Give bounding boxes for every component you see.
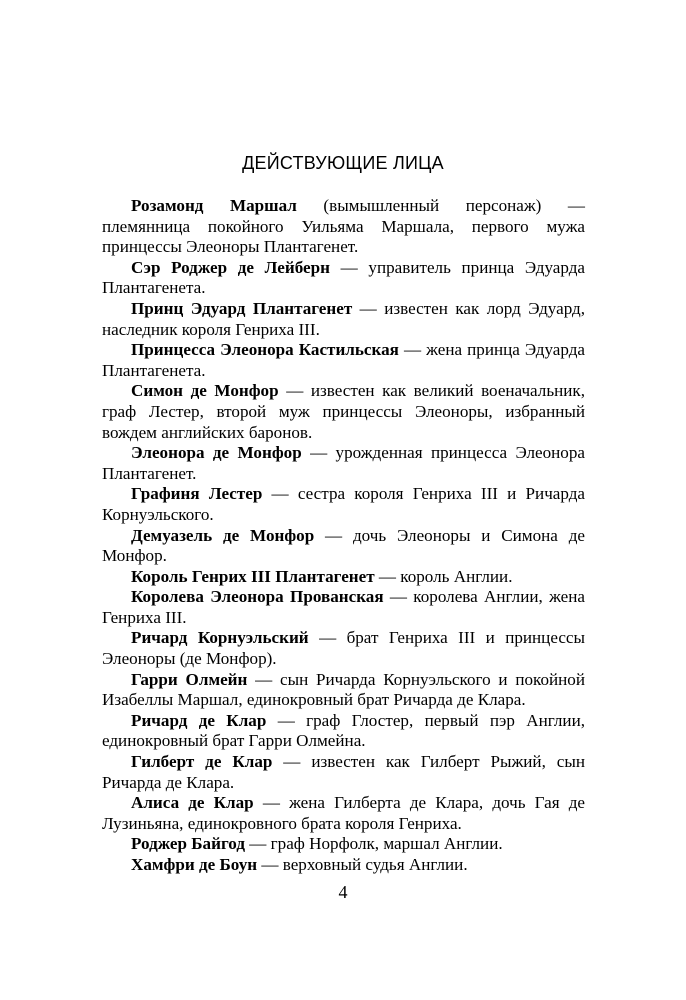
character-description: — известен как Гилберт Рыжий, сын Ричарда де Клара.: [102, 752, 585, 792]
character-entry: [102, 258, 585, 299]
character-description: — брат Генриха III и принцессы Элеоноры (де Монфор).: [102, 628, 586, 669]
page-number: 4: [338, 882, 348, 902]
character-description: — граф Глостер, первый пэр Англии, единокровный брат Гарри Олмейна.: [102, 710, 585, 751]
character-list: [102, 196, 585, 876]
character-description: — известен как великий военачальник, граф Лестер, второй муж принцессы Элеоноры, избранный вождем английских баронов.: [102, 381, 585, 442]
character-entry: [102, 855, 585, 876]
page-heading: ДЕЙСТВУЮЩИЕ ЛИЦА: [242, 153, 444, 173]
character-name: Алиса де Клар: [131, 793, 254, 813]
character-description: — сестра короля Генриха III и Ричарда Корнуэльского.: [102, 484, 585, 524]
character-entry: [102, 567, 585, 588]
character-description: — управитель принца Эдуарда Плантагенета.: [102, 257, 585, 298]
character-name: Гарри Олмейн: [131, 669, 248, 689]
character-name: Ричард де Клар: [131, 710, 267, 730]
character-description: — граф Норфолк, маршал Англии.: [245, 834, 503, 854]
character-entry: [102, 711, 585, 752]
character-description: (вымышленный персонаж) — племянница покойного Уильяма Маршала, первого мужа принцессы Элеоноры Плантагенет.: [102, 196, 586, 257]
character-description: — сын Ричарда Корнуэльского и покойной Изабеллы Маршал, единокровный брат Ричарда де Клара.: [102, 669, 585, 710]
character-name: Демуазель де Монфор: [131, 525, 315, 545]
character-description: — жена Гилберта де Клара, дочь Гая де Лузиньяна, единокровного брата короля Генриха.: [102, 793, 585, 833]
character-name: Роджер Байгод: [131, 834, 245, 854]
character-entry: [102, 587, 585, 628]
character-entry: [102, 196, 585, 258]
character-description: — известен как лорд Эдуард, наследник короля Генриха III.: [102, 298, 585, 339]
character-name: Гилберт де Клар: [131, 752, 273, 772]
character-name: Ричард Корнуэльский: [131, 628, 309, 648]
character-name: Хамфри де Боун: [131, 855, 258, 874]
character-name: Королева Элеонора Прованская: [131, 587, 384, 607]
character-description: — жена принца Эдуарда Плантагенета.: [102, 340, 585, 380]
character-entry: [102, 443, 585, 484]
character-entry: [102, 628, 585, 669]
character-entry: [102, 834, 585, 855]
character-entry: [102, 484, 585, 525]
character-entry: [102, 340, 585, 381]
character-entry: [102, 793, 585, 834]
character-entry: [102, 526, 585, 567]
character-name: Графиня Лестер: [131, 484, 263, 504]
character-name: Король Генрих III Плантагенет: [131, 566, 375, 586]
character-description: — дочь Элеоноры и Симона де Монфор.: [102, 525, 585, 566]
character-name: Принц Эдуард Плантагенет: [131, 298, 353, 318]
character-entry: [102, 670, 585, 711]
character-name: Розамонд Маршал: [131, 196, 297, 215]
character-description: — король Англии.: [374, 566, 513, 586]
character-name: Принцесса Элеонора Кастильская: [131, 340, 399, 360]
character-description: — урожденная принцесса Элеонора Плантагенет.: [102, 443, 585, 483]
character-entry: [102, 299, 585, 340]
character-entry: [102, 752, 585, 793]
character-name: Элеонора де Монфор: [131, 443, 302, 463]
character-description: — верховный судья Англии.: [257, 855, 468, 874]
character-name: Симон де Монфор: [131, 381, 279, 401]
character-description: — королева Англии, жена Генриха III.: [102, 587, 585, 627]
character-name: Сэр Роджер де Лейберн: [131, 257, 330, 277]
character-entry: [102, 381, 585, 443]
